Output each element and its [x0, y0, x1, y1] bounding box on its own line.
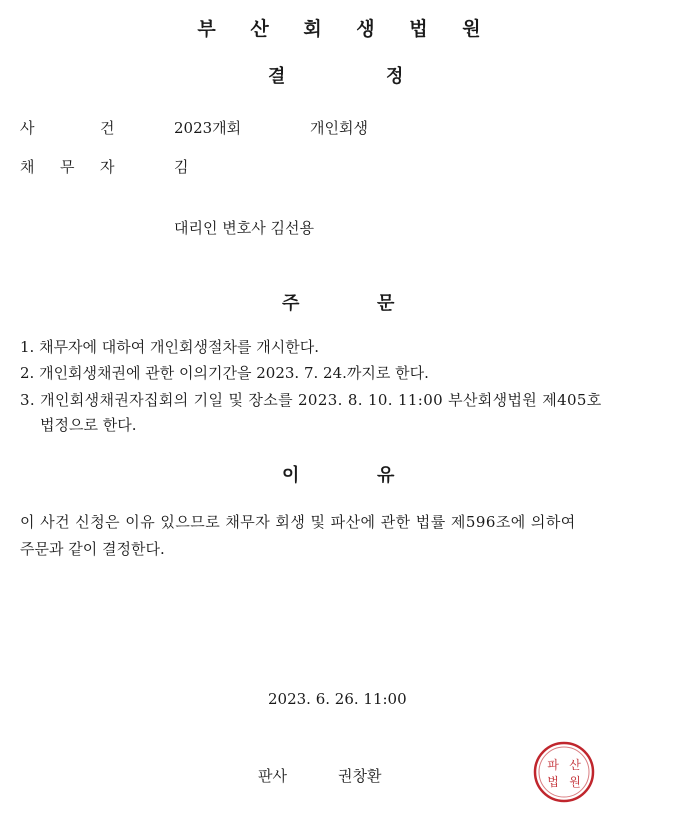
decision-date: 2023. 6. 26. 11:00 [268, 690, 407, 708]
debtor-name: 김 [174, 158, 189, 176]
seal-char-4: 원 [569, 775, 581, 789]
order-item-3: 3. 개인회생채권자집회의 기일 및 장소를 2023. 8. 10. 11:00 부산회생법원 제405호 [20, 391, 602, 409]
agent-line: 대리인 변호사 김선용 [174, 219, 314, 237]
debtor-label-char-2: 무 [60, 158, 75, 176]
debtor-label-char-1: 채 [20, 158, 35, 176]
seal-char-2: 산 [569, 758, 581, 772]
order-item-2: 2. 개인회생채권에 관한 이의기간을 2023. 7. 24.까지로 한다. [20, 364, 429, 382]
reason-heading-left: 이 [282, 465, 300, 486]
order-heading-right: 문 [377, 293, 395, 314]
case-label-char-1: 사 [20, 119, 35, 137]
order-item-3-continuation: 법정으로 한다. [40, 416, 137, 434]
case-label-char-2: 건 [100, 119, 115, 137]
order-item-1: 1. 채무자에 대하여 개인회생절차를 개시한다. [20, 338, 319, 356]
case-number: 2023개회 [174, 119, 242, 137]
order-heading-left: 주 [282, 293, 300, 314]
case-type: 개인회생 [310, 119, 368, 137]
doc-title-left: 결 [268, 66, 286, 87]
judge-title: 판사 [258, 767, 287, 785]
court-name: 부 산 회 생 법 원 [197, 18, 495, 40]
doc-title-right: 정 [386, 66, 404, 87]
reason-line-2: 주문과 같이 결정한다. [20, 540, 165, 558]
seal-char-1: 파 [547, 758, 559, 772]
judge-name: 권창환 [338, 767, 382, 785]
seal-char-3: 법 [547, 775, 559, 789]
court-seal-icon [532, 740, 596, 804]
reason-heading-right: 유 [377, 465, 395, 486]
debtor-label-char-3: 자 [100, 158, 115, 176]
reason-line-1: 이 사건 신청은 이유 있으므로 채무자 회생 및 파산에 관한 법률 제596조에 의하여 [20, 513, 576, 531]
